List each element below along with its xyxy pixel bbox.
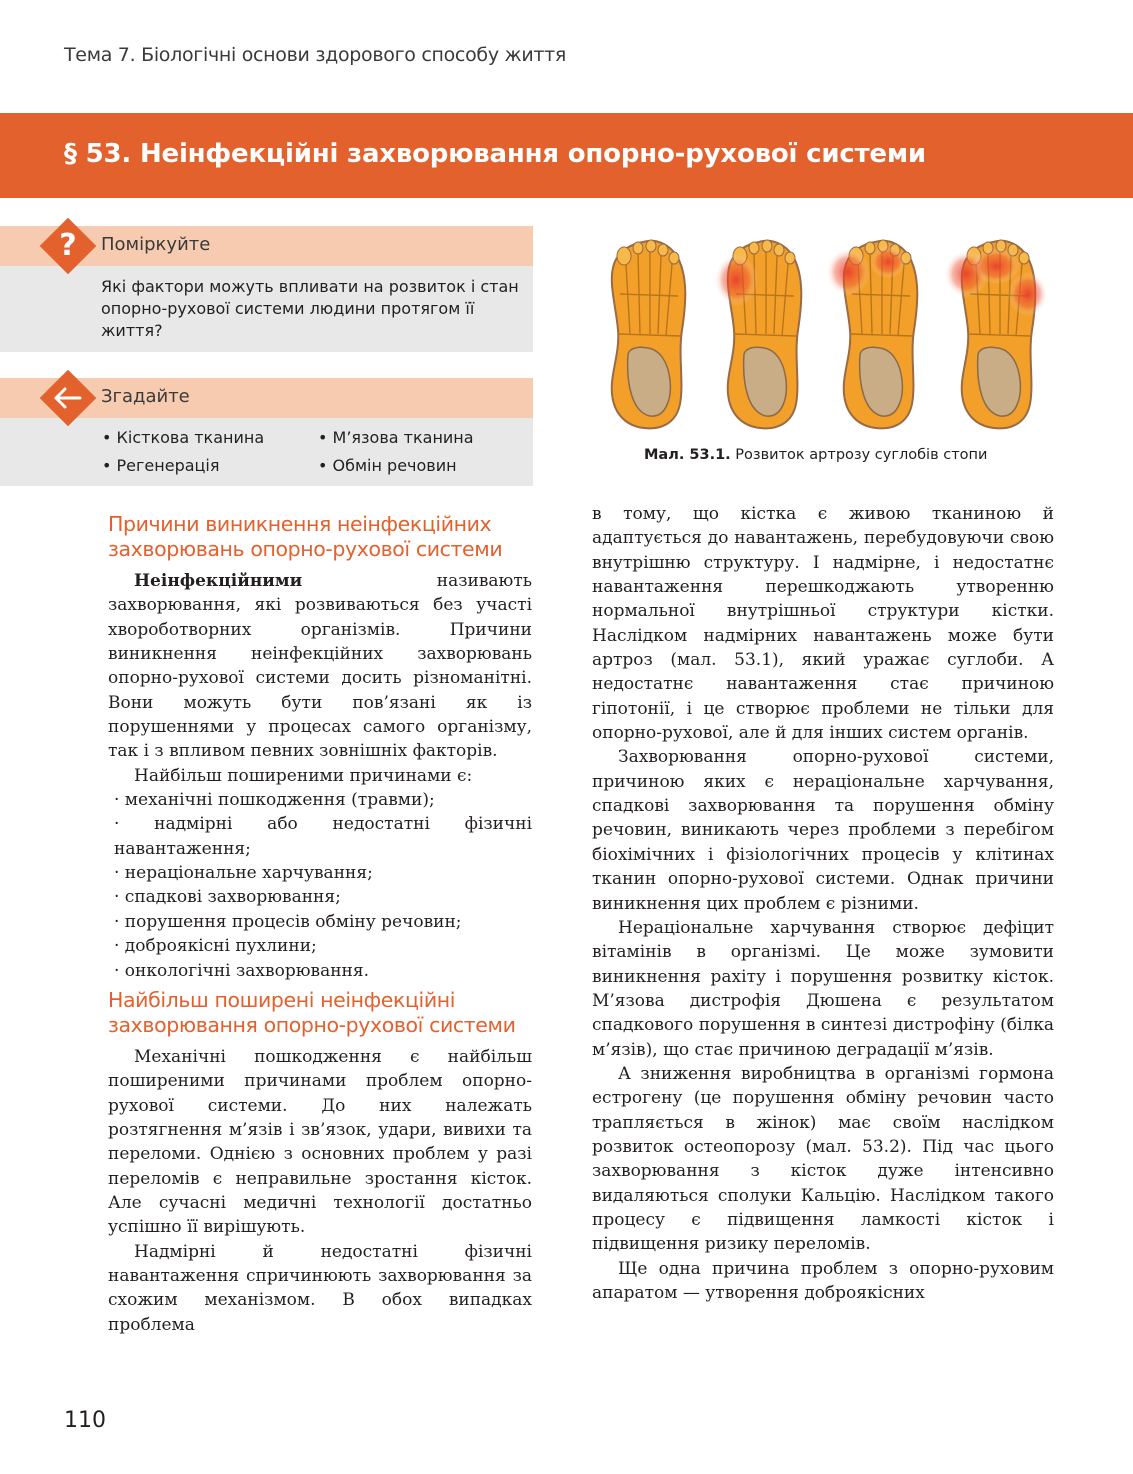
section-heading-common-diseases: Найбільш поширені неінфекційні захворювання опорно-рухової системи [108,987,516,1037]
foot-arthrosis-illustration [592,232,1058,432]
arrow-left-glyph [52,384,84,412]
figure-caption [644,447,987,463]
section-title-bar [0,113,1133,198]
paragraph: Надмірні й недостатні фізичні навантаження спричинюють захворювання за схожим механізмом. В обох випадках проблема [108,1241,532,1335]
recall-item: • М’язова тканина [318,428,474,447]
paragraph-text: називають захворювання, які розвиваються без участі хвороботворних організмів. Причини виникнення неінфекційних захворювань опорно-рухової системи досить різноманітні. Вони можуть бути пов’язані як із порушеннями у процесах самого організму, так і з впливом певних зовнішніх факторів. [108,571,532,762]
think-question: Які фактори можуть впливати на розвиток і стан опорно-рухової системи людини протягом її життя? [101,277,519,340]
paragraph: А зниження виробництва в організмі гормона естрогену (це порушення обміну речовин часто трапляється в жінок) має своїм наслідком розвиток остеопорозу (мал. 53.2). Під час цього захворювання з кісток дуже інтенсивно видаляються сполуки Кальцію. Наслідком такого процесу є підвищення ламкості кісток і підвищення ризику переломів. [592,1063,1054,1255]
list-item: · надмірні або недостатні фізичні навантаження; [114,814,532,859]
paragraph: Найбільш поширеними причинами є: [134,765,473,786]
recall-item: • Обмін речовин [318,456,457,475]
figure-caption-text: Розвиток артрозу суглобів стопи [730,447,988,463]
paragraph [108,569,532,764]
list-item: · механічні пошкодження (травми); [114,790,435,811]
list-item: · порушення процесів обміну речовин; [114,911,462,932]
recall-item: • Регенерація [102,456,220,475]
running-head: Тема 7. Біологічні основи здорового способу життя [64,44,567,66]
think-label: Поміркуйте [101,234,211,255]
term-bold: Неінфекційними [134,571,303,591]
paragraph: Ще одна причина проблем з опорно-руховим апаратом — утворення доброякісних [592,1258,1054,1303]
list-item: · онкологічні захворювання. [114,960,369,981]
section-heading-causes: Причини виникнення неінфекційних захворювань опорно-рухової системи [108,512,503,561]
paragraph: Механічні пошкодження є найбільш поширеними причинами проблем опорно-рухової системи. До них належать розтягнення м’язів і зв’язок, удари, вивихи та переломи. Однією з основних проблем у разі переломів є неправильне зростання кісток. Але сучасні медичні технології достатньо успішно її вирішують. [108,1046,532,1238]
section-title: § 53. Неінфекційні захворювання опорно-рухової системи [64,139,926,169]
paragraph: в тому, що кістка є живою тканиною й адаптується до навантажень, перебудовуючи свою внутрішню структуру. І надмірне, і недостатнє навантаження перешкоджають утворенню нормальної внутрішньої структури кістки. Наслідком надмірних навантажень може бути артроз (мал. 53.1), який уражає суглоби. А недостатнє навантаження стає причиною гіпотонії, і це створює проблеми не тільки для опорно-рухової, але й для інших систем органів. [592,504,1054,744]
recall-label: Згадайте [101,386,190,407]
list-item: · спадкові захворювання; [114,887,341,908]
page-number: 110 [64,1408,106,1433]
question-mark-glyph: ? [59,228,77,263]
recall-item: • Кісткова тканина [102,428,265,447]
paragraph: Нераціональне харчування створює дефіцит вітамінів в організмі. Це може зумовити виникнення рахіту і порушення розвитку кісток. М’язова дистрофія Дюшена є результатом спадкового порушення в синтезі дистрофіну (білка м’язів), що стає причиною деградації м’язів. [592,917,1054,1060]
left-text-column [108,512,532,1337]
figure-caption-number: Мал. 53.1. [644,447,731,463]
list-item: · доброякісні пухлини; [114,936,317,957]
list-item: · нераціональне харчування; [114,863,373,884]
right-text-column [592,502,1054,1305]
paragraph: Захворювання опорно-рухової системи, причиною яких є нераціональне харчування, спадкові захворювання та порушення обміну речовин, виникають через проблеми з перебігом біохімічних і фізіологічних процесів у клітинах тканин опорно-рухової системи. Однак причини виникнення цих проблем є різними. [592,747,1054,914]
